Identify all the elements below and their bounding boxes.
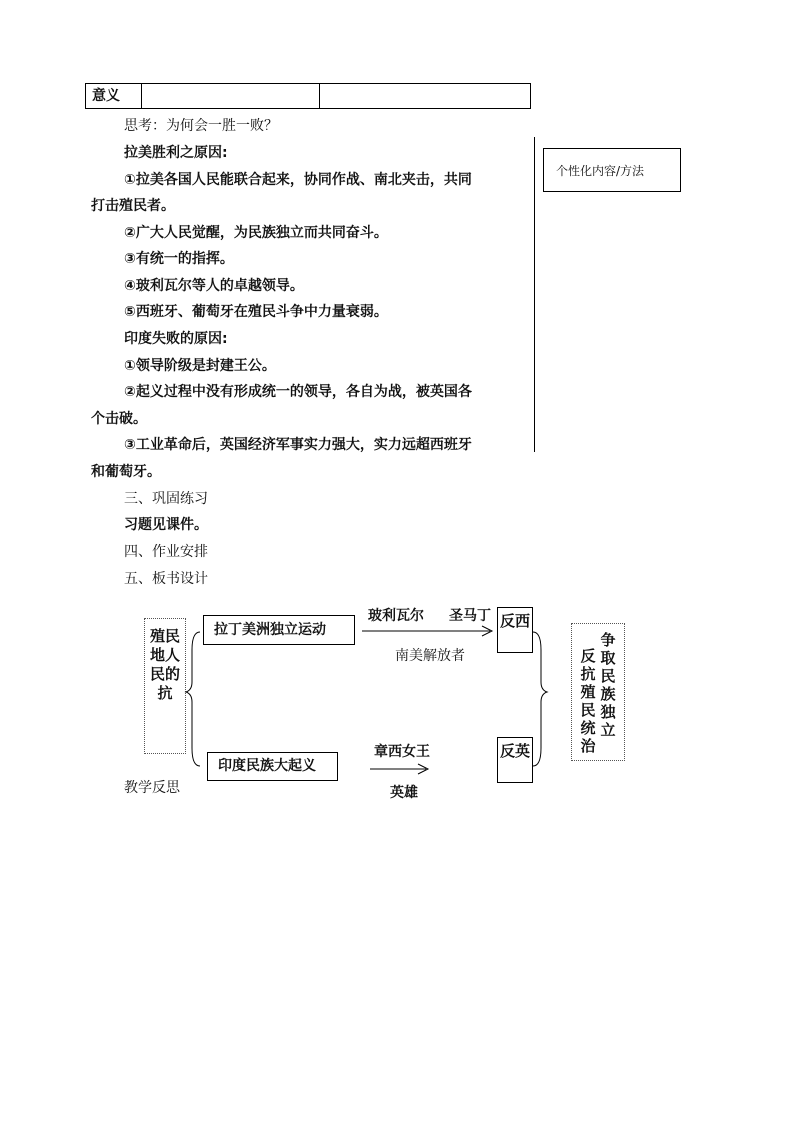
latin-reason-1a: ①拉美各国人民能联合起来，协同作战、南北夹击，共同 bbox=[124, 172, 472, 188]
latin-america-movement-box: 拉丁美洲独立运动 bbox=[203, 615, 355, 645]
india-reason-2b: 个击破。 bbox=[91, 411, 147, 427]
personalized-content-box: 个性化内容/方法 bbox=[543, 148, 681, 192]
strive-independence-label: 争取民族独立 bbox=[600, 631, 616, 739]
latin-reason-5: ⑤西班牙、葡萄牙在殖民斗争中力量衰弱。 bbox=[124, 304, 388, 320]
anti-britain-box: 反英 bbox=[497, 737, 533, 783]
section-5-heading: 五、板书设计 bbox=[124, 571, 208, 587]
think-question: 思考：为何会一胜一败？ bbox=[124, 118, 278, 134]
table-cell-meaning: 意义 bbox=[86, 84, 142, 108]
india-reason-2a: ②起义过程中没有形成统一的领导，各自为战，被英国各 bbox=[124, 384, 472, 400]
latin-reason-3: ③有统一的指挥。 bbox=[124, 251, 234, 267]
india-reason-3a: ③工业革命后，英国经济军事实力强大，实力远超西班牙 bbox=[124, 437, 472, 453]
india-reasons-heading: 印度失败的原因: bbox=[124, 331, 228, 347]
queen-jhansi-label: 章西女王 bbox=[374, 744, 430, 760]
india-reason-3b: 和葡萄牙。 bbox=[91, 464, 161, 480]
colonial-people-resistance-label: 殖民地人民的抗 bbox=[150, 627, 181, 702]
liberator-label: 南美解放者 bbox=[395, 648, 465, 664]
anti-spain-box: 反西 bbox=[497, 607, 533, 653]
teaching-reflection-heading: 教学反思 bbox=[124, 780, 180, 796]
latin-reason-4: ④玻利瓦尔等人的卓越领导。 bbox=[124, 278, 304, 294]
section-3-heading: 三、巩固练习 bbox=[124, 491, 208, 507]
india-uprising-box: 印度民族大起义 bbox=[207, 752, 338, 781]
resist-colonial-rule-label: 反抗殖民统治 bbox=[580, 647, 596, 755]
india-reason-1: ①领导阶级是封建王公。 bbox=[124, 358, 276, 374]
latin-reason-1b: 打击殖民者。 bbox=[91, 198, 175, 214]
latin-reason-2: ②广大人民觉醒，为民族独立而共同奋斗。 bbox=[124, 225, 388, 241]
section-4-heading: 四、作业安排 bbox=[124, 544, 208, 560]
exercise-note: 习题见课件。 bbox=[124, 517, 208, 533]
hero-label: 英雄 bbox=[390, 785, 418, 801]
bolivar-label: 玻利瓦尔 bbox=[368, 608, 424, 624]
latin-reasons-heading: 拉美胜利之原因: bbox=[124, 145, 228, 161]
san-martin-label: 圣马丁 bbox=[449, 608, 491, 624]
